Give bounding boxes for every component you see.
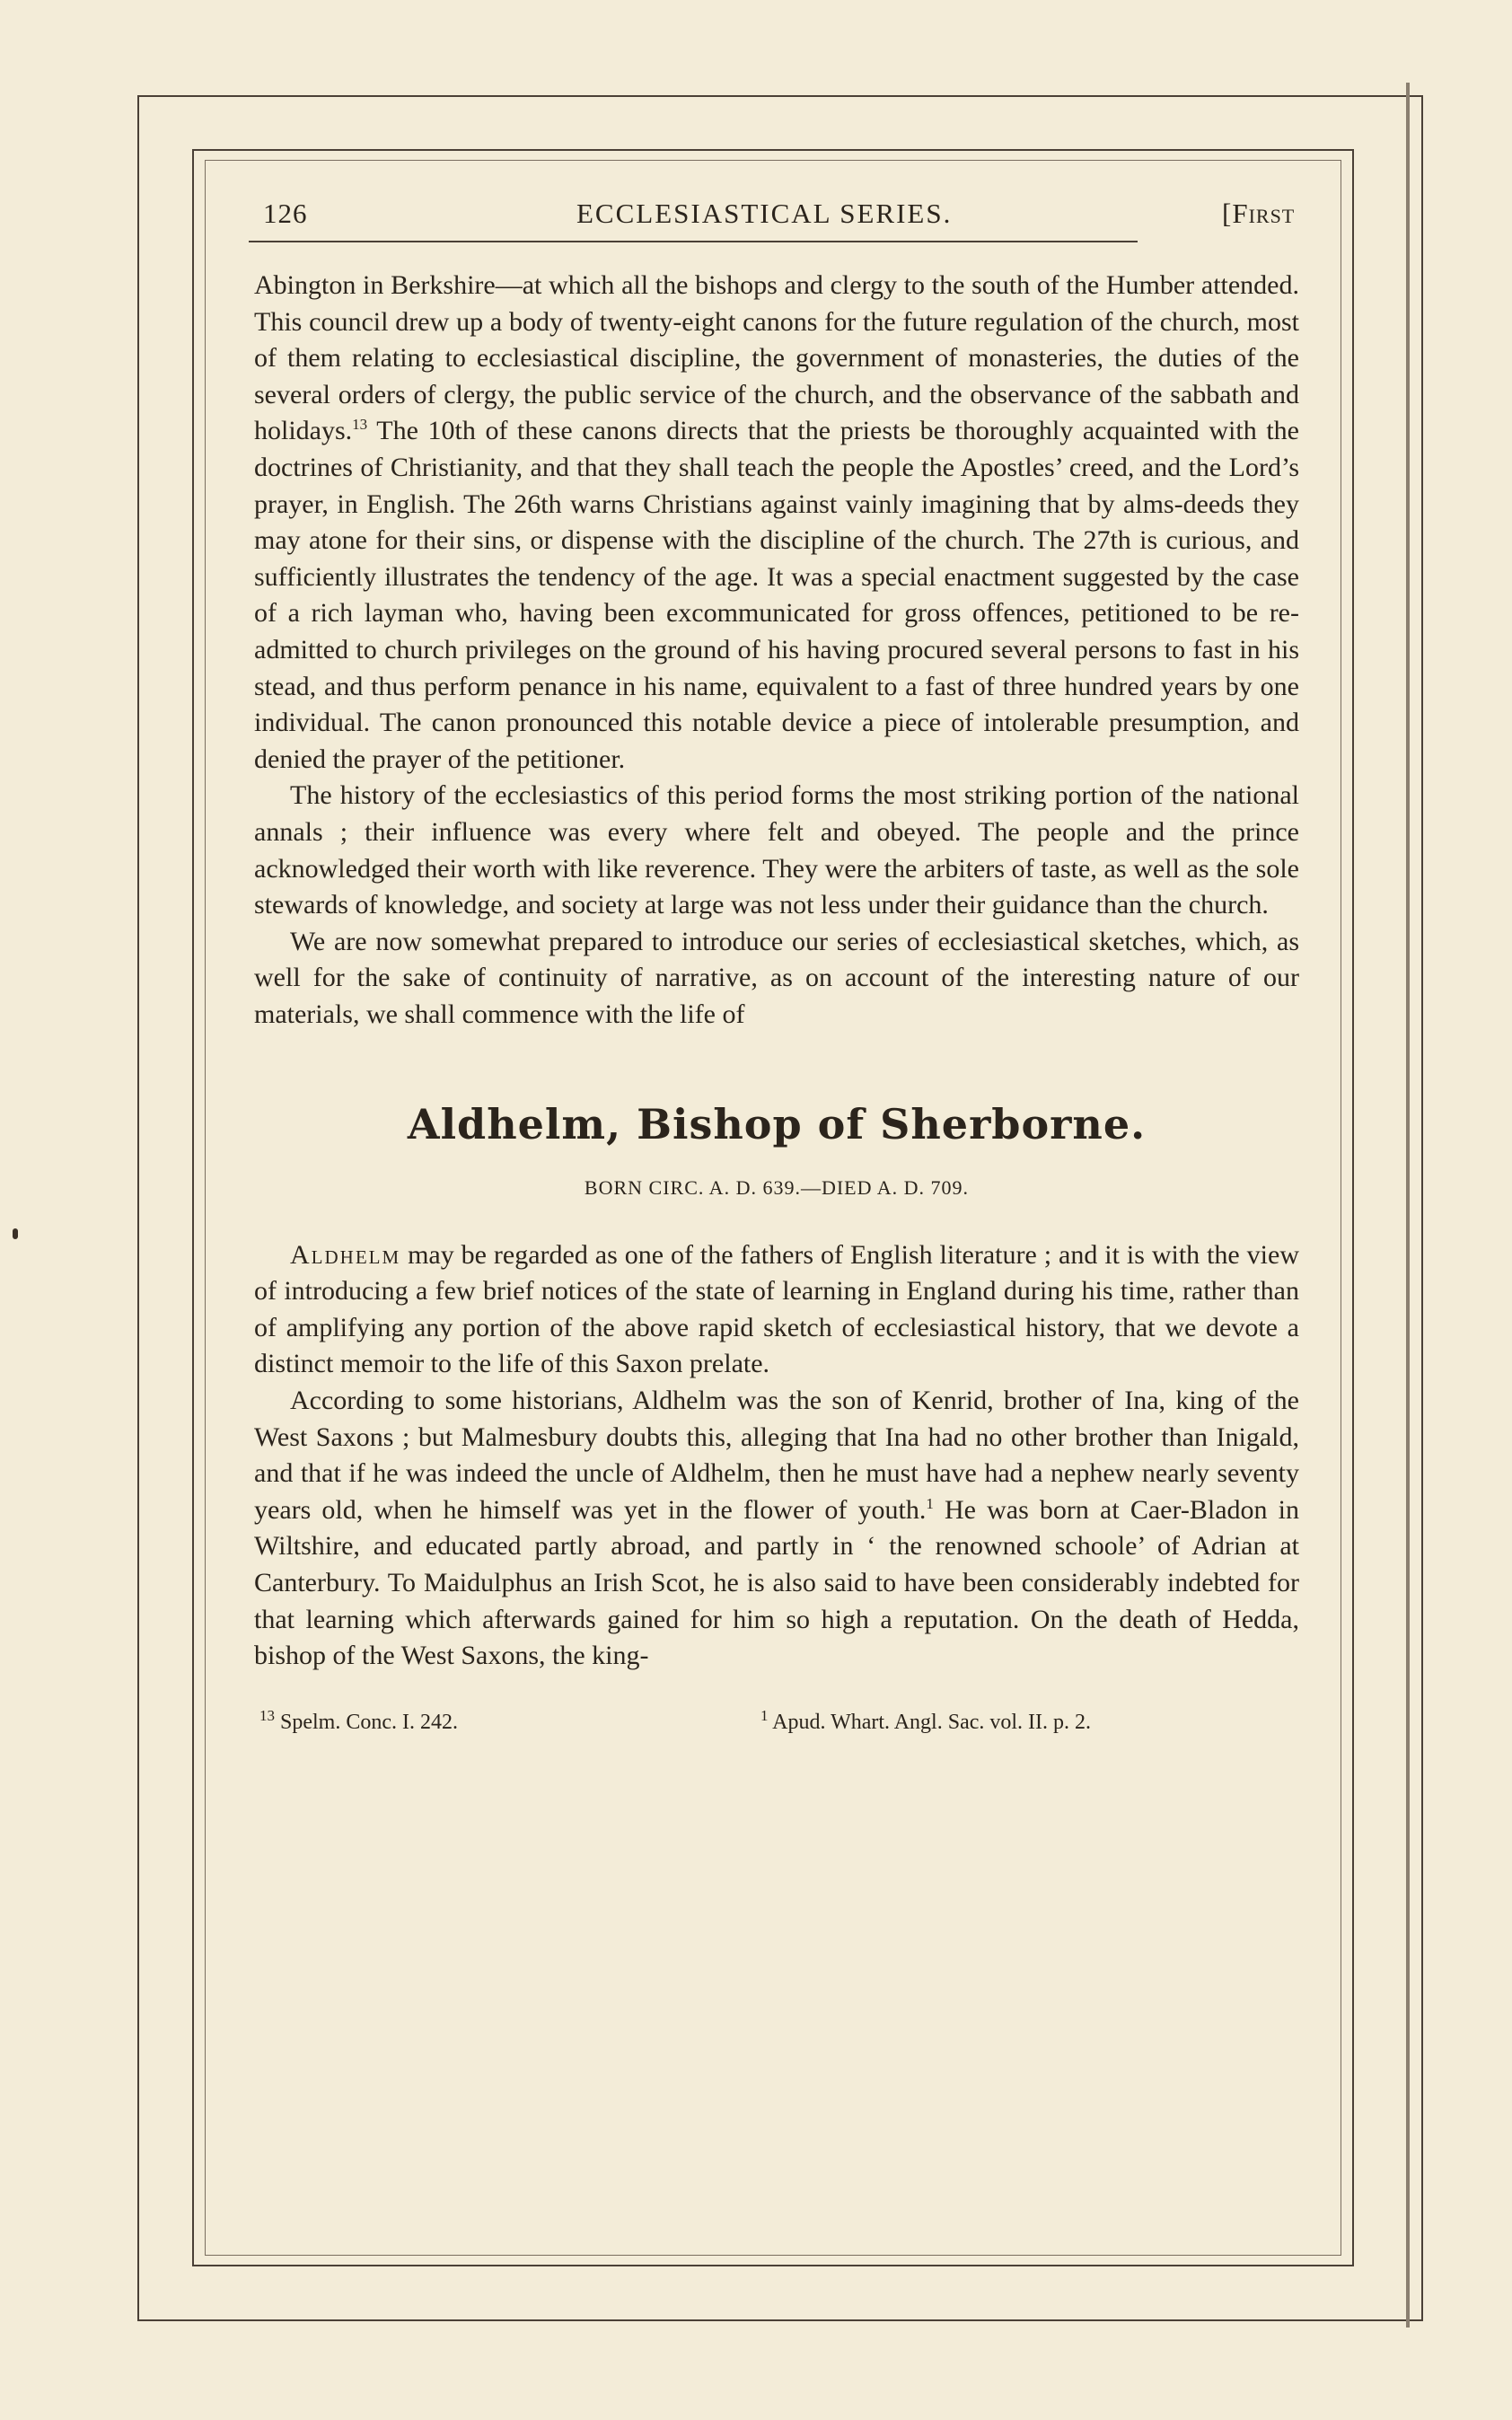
footnote-ref-1: 1 [926, 1494, 934, 1512]
margin-ink-spot [13, 1228, 18, 1239]
biography-heading: Aldhelm, Bishop of Sherborne. [407, 1100, 1147, 1149]
paragraph-aldhelm-origin: According to some historians, Aldhelm was the son of Kenrid, brother of Ina, king of the West Saxons ; but Malmesbury doubts this, alleging that Ina had no other brother than Inigald, and that if he was indeed the uncle of Aldhelm, then he must have had a nephew nearly seventy years old, when he himself was yet in the flower of youth.$^1$ He was born at Caer-Bladon in Wiltshire, and educated partly abroad, and partly in ‘ the renowned schoole’ of Adrian at Canterbury. To Maidulphus an Irish Scot, he is also said to have been considerably indebted for that learning which afterwards gained for him so high a reputation. On the death of Hedda, bishop of the West Saxons, the king- [254, 1386, 1300, 1671]
paragraph-aldhelm-intro: Aldhelm may be regarded as one of the fathers of English literature ; and it is with the view of introducing a few brief notices of the state of learning in England during his time, rather than of amplifying any portion of the above rapid sketch of ecclesiastical history, that we devote a distinct memoir to the life of this Saxon prelate. [254, 1239, 1299, 1379]
paragraph-introduction: We are now somewhat prepared to introduce our series of ecclesiastical sketches, which, as well for the sake of continuity of narrative, as on account of the interesting nature of our materials, we shall commence with the life of [254, 926, 1299, 1029]
paragraph-history: The history of the ecclesiastics of this period forms the most striking portion of the national annals ; their influence was every where felt and obeyed. The people and the prince acknowledged their worth with like reverence. They were the arbiters of taste, as well as the sole stewards of knowledge, and society at large was not less under their guidance than the church. [254, 780, 1299, 920]
page-number: 126 [263, 198, 308, 229]
running-title: ECCLESIASTICAL SERIES. [576, 198, 953, 229]
footnote-1: $^1$ Apud. Whart. Angl. Sac. vol. II. p. 2. [760, 1706, 1092, 1734]
running-header [249, 189, 1299, 242]
drop-name: Aldhelm [290, 1239, 401, 1270]
footnote-ref-13: 13 [352, 416, 368, 434]
page-edge-shadow [1406, 83, 1410, 2328]
biography-text [254, 1237, 1299, 1675]
running-header-right: [First [1222, 198, 1296, 229]
paragraph-council: Abington in Berkshire—at which all the bishops and clergy to the south of the Humber attended. This council drew up a body of twenty-eight canons for the future regulation of the church, most of them relating to ecclesiastical discipline, the government of monasteries, the duties of the several orders of clergy, the public service of the church, and the observance of the sabbath and holidays.$^{13}$ The 10th of these canons directs that the priests be thoroughly acquainted with the doctrines of Christianity, and that they shall teach the people the Apostles’ creed, and the Lord’s prayer, in English. The 26th warns Christians against vainly imagining that by alms-deeds they may atone for their sins, or dispense with the discipline of the church. The 27th is curious, and sufficiently illustrates the tendency of the age. It was a special enactment suggested by the case of a rich layman who, having been excommunicated for gross offences, petitioned to be re-admitted to church privileges on the ground of his having procured several persons to fast in his stead, and thus perform penance in his name, equivalent to a fast of three hundred years by one individual. The canon pronounced this notable device a piece of intolerable presumption, and denied the prayer of the petitioner. [254, 270, 1299, 774]
footnotes [249, 1706, 1299, 1747]
footnote-13: $^{13}$ Spelm. Conc. I. 242. [259, 1706, 458, 1734]
book-page [249, 189, 1299, 1747]
main-text [249, 268, 1299, 1675]
header-rule [249, 241, 1138, 242]
biography-dates: BORN CIRC. A. D. 639.—DIED A. D. 709. [584, 1176, 970, 1200]
